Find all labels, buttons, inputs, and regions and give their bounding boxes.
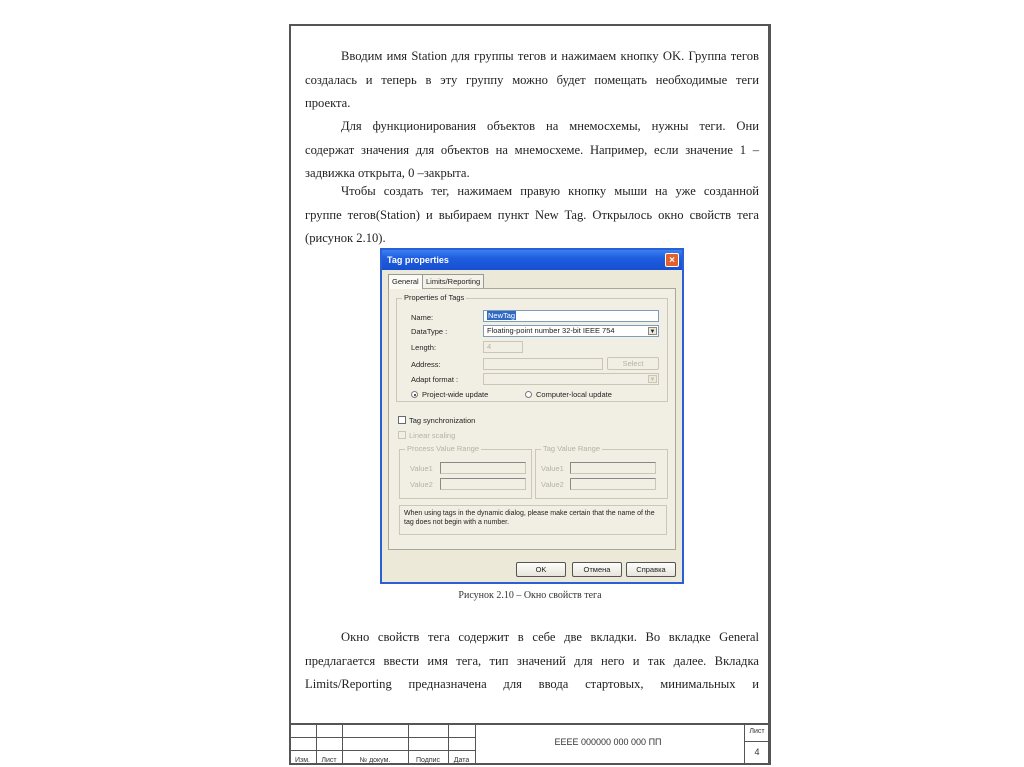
radio-computer-local[interactable] <box>525 391 532 398</box>
address-label: Address: <box>411 360 441 369</box>
paragraph-1 <box>305 45 759 116</box>
cancel-button[interactable]: Отмена <box>572 562 622 577</box>
tag-synchronization-label: Tag synchronization <box>409 416 476 425</box>
paragraph-3 <box>305 180 759 251</box>
group-label: Process Value Range <box>407 444 479 453</box>
sheet-number: 4 <box>754 747 760 757</box>
radio-project-wide[interactable] <box>411 391 418 398</box>
value1-label: Value1 <box>410 464 433 473</box>
tag-value2-input[interactable] <box>570 478 656 490</box>
group-label: Properties of Tags <box>404 293 465 302</box>
dialog-titlebar <box>382 250 682 270</box>
group-label: Tag Value Range <box>543 444 600 453</box>
tag-properties-dialog <box>380 248 684 584</box>
paragraph-line: Чтобы создать тег, нажимаем правую кнопку мыши на уже созданной <box>341 184 759 198</box>
process-value2-input[interactable] <box>440 478 526 490</box>
paragraph-line: Вводим имя Station для группы тегов и нажимаем кнопку OK. Группа тегов <box>341 49 759 63</box>
stamp-col-izm: Изм. <box>295 757 310 764</box>
name-input[interactable] <box>483 310 659 322</box>
figure-caption: Рисунок 2.10 – Окно свойств тега <box>458 590 602 601</box>
paragraph-line: Окно свойств тега содержит в себе две вкладки. Во вкладке General <box>341 630 759 644</box>
radio-project-wide-label: Project-wide update <box>422 390 489 399</box>
sheet-label: Лист <box>749 728 765 735</box>
tab-limits-reporting[interactable]: Limits/Reporting <box>422 274 484 288</box>
paragraph-line: проекта. <box>305 96 351 110</box>
address-input[interactable] <box>483 358 603 370</box>
value1-label: Value1 <box>541 464 564 473</box>
dialog-title: Tag properties <box>387 255 449 265</box>
stamp-col-doc: № докум. <box>359 757 391 764</box>
adapt-format-label: Adapt format : <box>411 375 459 384</box>
length-value: 4 <box>487 342 492 351</box>
name-label: Name: <box>411 313 434 322</box>
select-button[interactable]: Select <box>607 357 659 370</box>
title-block-stamp <box>289 723 771 765</box>
stamp-col-date: Дата <box>453 757 470 764</box>
paragraph-line: создалась и теперь в эту группу можно будет помещать необходимые теги <box>305 72 759 87</box>
chevron-down-icon[interactable]: ▼ <box>649 329 656 335</box>
paragraph-4 <box>305 626 759 697</box>
name-value: NewTag <box>488 311 516 320</box>
tag-synchronization-checkbox[interactable] <box>398 416 406 424</box>
paragraph-line: (рисунок 2.10). <box>305 231 386 245</box>
paragraph-line: задвижка открыта, 0 –закрыта. <box>305 166 470 180</box>
paragraph-2 <box>305 115 759 186</box>
process-value-range-group <box>399 444 532 499</box>
datatype-label: DataType : <box>411 327 448 336</box>
stamp-col-list: Лист <box>321 757 337 764</box>
radio-computer-local-label: Computer-local update <box>536 390 612 399</box>
length-label: Length: <box>411 343 437 352</box>
chevron-down-icon[interactable]: ▼ <box>649 377 656 383</box>
tab-panel-general <box>388 288 676 550</box>
properties-of-tags-group <box>396 293 668 402</box>
document-number: ЕЕЕЕ 000000 000 000 ПП <box>554 737 662 747</box>
help-button[interactable]: Справка <box>626 562 676 577</box>
value2-label: Value2 <box>410 480 433 489</box>
tab-general[interactable]: General <box>388 274 423 289</box>
linear-scaling-label: Linear scaling <box>409 431 456 440</box>
close-icon[interactable]: × <box>665 253 679 267</box>
hint-text: When using tags in the dynamic dialog, please make certain that the name of the tag does not begin with a number. <box>404 510 655 526</box>
value2-label: Value2 <box>541 480 564 489</box>
paragraph-line: содержат значения для объектов на мнемосхеме. Например, если значение 1 – <box>305 142 759 157</box>
ok-button[interactable]: OK <box>516 562 566 577</box>
datatype-select[interactable] <box>483 325 659 337</box>
tag-value-range-group <box>535 444 668 499</box>
adapt-format-select[interactable] <box>483 373 659 385</box>
length-input[interactable] <box>483 341 523 353</box>
paragraph-line: предлагается ввести имя тега, тип значений для него и так далее. Вкладка <box>305 653 759 668</box>
process-value1-input[interactable] <box>440 462 526 474</box>
hint-box <box>399 505 667 535</box>
paragraph-line: Для функционирования объектов на мнемосхемы, нужны теги. Они <box>341 119 759 133</box>
linear-scaling-checkbox[interactable] <box>398 431 406 439</box>
paragraph-line: группе тегов(Station) и выбираем пункт New Tag. Открылось окно свойств тега <box>305 207 759 222</box>
datatype-value: Floating-point number 32-bit IEEE 754 <box>487 326 615 335</box>
stamp-col-sign: Подпис <box>415 757 441 764</box>
tag-value1-input[interactable] <box>570 462 656 474</box>
paragraph-line: Limits/Reporting предназначена для ввода стартовых, минимальных и <box>305 677 759 691</box>
